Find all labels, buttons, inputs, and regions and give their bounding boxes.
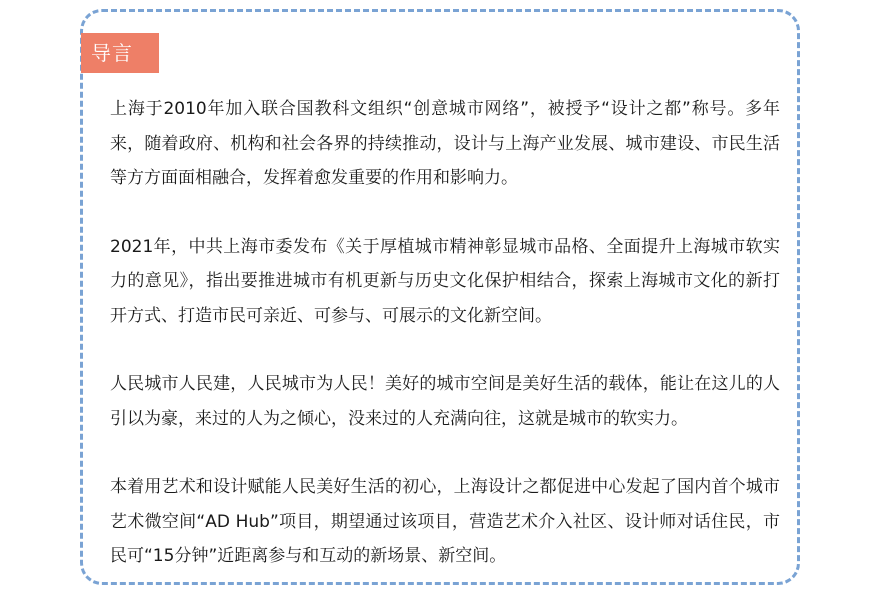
intro-paragraph-1: 上海于2010年加入联合国教科文组织“创意城市网络”，被授予“设计之都”称号。多年来，随着政府、机构和社会各界的持续推动，设计与上海产业发展、城市建设、市民生活等方方面面相融合，发挥着愈发重要的作用和影响力。	[110, 99, 780, 188]
intro-paragraph-4: 本着用艺术和设计赋能人民美好生活的初心，上海设计之都促进中心发起了国内首个城市艺术微空间“AD Hub”项目，期望通过该项目，营造艺术介入社区、设计师对话住民，市民可“15分钟”近距离参与和互动的新场景、新空间。	[110, 477, 780, 566]
intro-tag: 导言	[81, 33, 159, 73]
intro-paragraph-3: 人民城市人民建，人民城市为人民！美好的城市空间是美好生活的载体，能让在这儿的人引以为豪，来过的人为之倾心，没来过的人充满向往，这就是城市的软实力。	[110, 374, 780, 429]
intro-paragraph-2: 2021年，中共上海市委发布《关于厚植城市精神彰显城市品格、全面提升上海城市软实力的意见》，指出要推进城市有机更新与历史文化保护相结合，探索上海城市文化的新打开方式、打造市民可亲近、可参与、可展示的文化新空间。	[110, 236, 780, 326]
intro-body	[110, 92, 780, 574]
